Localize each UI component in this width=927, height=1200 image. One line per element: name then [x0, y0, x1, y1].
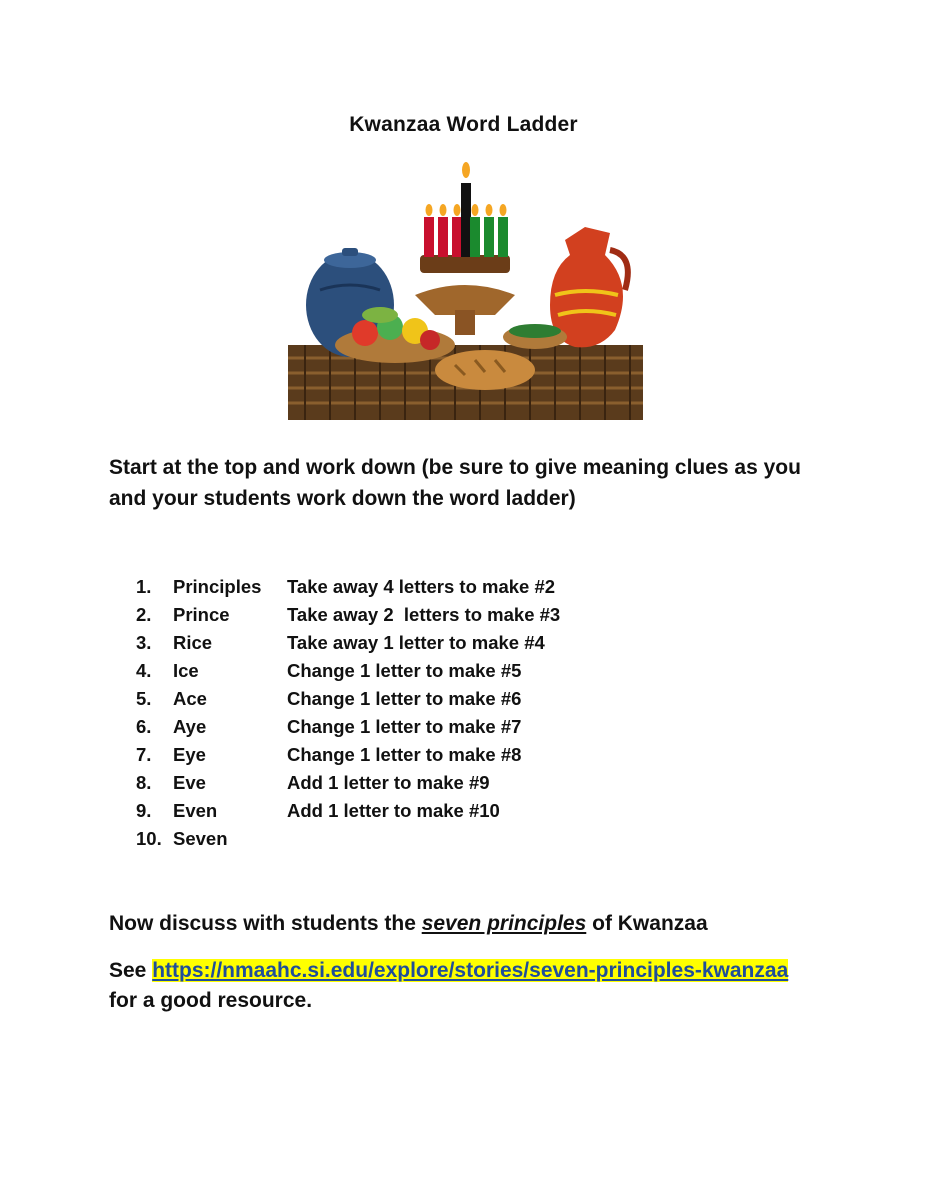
ladder-number: 1.	[136, 576, 152, 597]
ladder-word: Aye	[173, 716, 207, 737]
ladder-row	[136, 601, 696, 629]
ladder-number: 8.	[136, 772, 152, 793]
discuss-text	[109, 910, 708, 938]
ladder-number: 7.	[136, 744, 152, 765]
resource-prefix: See	[109, 959, 153, 982]
ladder-row	[136, 825, 696, 853]
ladder-row	[136, 685, 696, 713]
discuss-emphasis: seven principles	[421, 912, 587, 935]
ladder-number: 6.	[136, 716, 152, 737]
ladder-number: 3.	[136, 632, 152, 653]
ladder-row	[136, 657, 696, 685]
ladder-clue: Add 1 letter to make #10	[287, 800, 500, 821]
ladder-number: 2.	[136, 604, 152, 625]
ladder-row	[136, 797, 696, 825]
ladder-word: Ace	[173, 688, 207, 709]
ladder-clue: Take away 2 letters to make #3	[287, 604, 561, 625]
green-bowl	[503, 324, 567, 349]
ladder-word: Even	[173, 800, 218, 821]
resource-link[interactable]: https://nmaahc.si.edu/explore/stories/seven-principles-kwanzaa	[152, 959, 789, 982]
intro-text: Start at the top and work down (be sure to give meaning clues as you and your students work down the word ladder)	[109, 456, 801, 510]
ladder-word: Principles	[173, 576, 262, 597]
resource-text	[109, 956, 869, 1016]
ladder-row	[136, 741, 696, 769]
ladder-word: Ice	[173, 660, 199, 681]
ladder-word: Eve	[173, 772, 206, 793]
ladder-number: 5.	[136, 688, 152, 709]
resource-suffix: for a good resource.	[109, 989, 313, 1012]
bread-loaf	[435, 350, 535, 390]
ladder-number: 9.	[136, 800, 152, 821]
ladder-row	[136, 573, 696, 601]
red-jug	[550, 227, 628, 347]
ladder-clue: Change 1 letter to make #6	[287, 688, 522, 709]
ladder-word: Eye	[173, 744, 206, 765]
ladder-clue: Take away 4 letters to make #2	[287, 576, 556, 597]
ladder-clue: Take away 1 letter to make #4	[287, 632, 545, 653]
ladder-row	[136, 629, 696, 657]
ladder-clue: Change 1 letter to make #5	[287, 660, 522, 681]
ladder-clue: Change 1 letter to make #7	[287, 716, 522, 737]
ladder-word: Prince	[173, 604, 230, 625]
discuss-before: Now discuss with students the	[109, 912, 422, 935]
ladder-clue: Change 1 letter to make #8	[287, 744, 522, 765]
ladder-word: Seven	[173, 828, 228, 849]
ladder-clue: Add 1 letter to make #9	[287, 772, 490, 793]
kwanzaa-table-illustration	[280, 155, 650, 430]
kinara-icon	[415, 162, 515, 335]
ladder-row	[136, 713, 696, 741]
ladder-row	[136, 769, 696, 797]
ladder-number: 4.	[136, 660, 152, 681]
word-ladder	[136, 573, 696, 853]
ladder-number: 10.	[136, 828, 162, 849]
ladder-word: Rice	[173, 632, 213, 653]
page-title: Kwanzaa Word Ladder	[349, 113, 578, 136]
discuss-after: of Kwanzaa	[586, 912, 708, 935]
